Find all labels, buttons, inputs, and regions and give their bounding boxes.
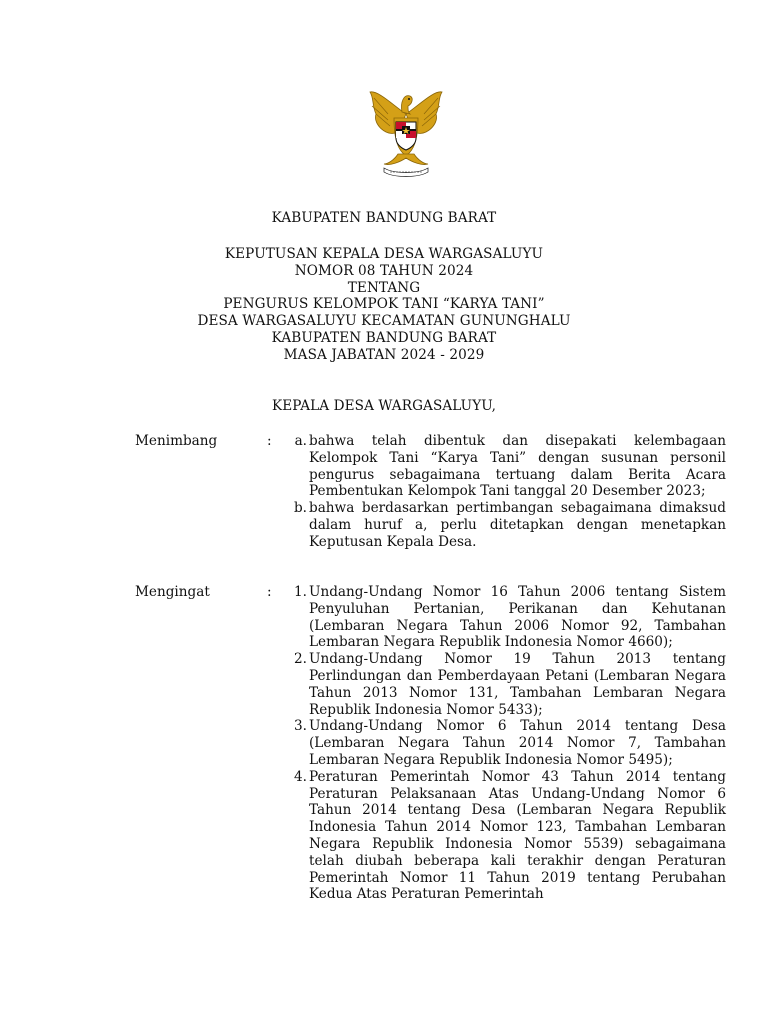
item-text: Peraturan Pemerintah Nomor 43 Tahun 2014 tentang Peraturan Pelaksanaan Atas Undang-Undang Nomor 6 Tahun 2014 tentang Desa (Lembaran Negara Republik Indonesia Tahun 2014 Nomor 123, Tambahan Lembaran Negara Republik Indonesia Nomor 5539) sebagaimana telah diubah beberapa kali terakhir dengan Peraturan Pemerintah Nomor 11 Tahun 2019 tentang Perubahan Kedua Atas Peraturan Pemerintah xyxy=(309,768,726,903)
title-line: KABUPATEN BANDUNG BARAT xyxy=(271,329,497,346)
section-items xyxy=(283,584,726,903)
list-item xyxy=(283,500,726,550)
item-text: Undang-Undang Nomor 19 Tahun 2013 tentang Perlindungan dan Pemberdayaan Petani (Lembaran Negara Tahun 2013 Nomor 131, Tambahan Lembaran Negara Republik Indonesia Nomor 5433); xyxy=(309,651,726,718)
list-item xyxy=(283,769,726,903)
list-item xyxy=(283,584,726,651)
section-colon: : xyxy=(267,433,272,449)
section-colon: : xyxy=(267,584,272,600)
garuda-pancasila-emblem xyxy=(364,84,448,180)
item-marker: a. xyxy=(294,433,307,449)
region-heading: KABUPATEN BANDUNG BARAT xyxy=(271,210,497,226)
decree-title xyxy=(0,246,768,364)
section-items xyxy=(283,433,726,551)
title-line: DESA WARGASALUYU KECAMATAN GUNUNGHALU xyxy=(197,313,571,330)
section-label: Mengingat xyxy=(135,584,210,600)
title-line: PENGURUS KELOMPOK TANI “KARYA TANI” xyxy=(223,296,545,313)
item-text: bahwa telah dibentuk dan disepakati kelembagaan Kelompok Tani “Karya Tani” dengan susunan personil pengurus sebagaimana tertuang dalam Berita Acara Pembentukan Kelompok Tani tanggal 20 Desember 2023; xyxy=(309,433,726,500)
issuer-heading: KEPALA DESA WARGASALUYU, xyxy=(271,398,497,414)
item-marker: 1. xyxy=(294,584,307,600)
title-line: KEPUTUSAN KEPALA DESA WARGASALUYU xyxy=(224,246,544,262)
list-item xyxy=(283,433,726,500)
item-text: Undang-Undang Nomor 6 Tahun 2014 tentang Desa (Lembaran Negara Tahun 2014 Nomor 7, Tambahan Lembaran Negara Republik Indonesia Nomor 5495); xyxy=(309,718,726,768)
item-marker: b. xyxy=(293,500,307,517)
title-line: NOMOR 08 TAHUN 2024 xyxy=(294,262,474,279)
item-text: Undang-Undang Nomor 16 Tahun 2006 tentang Sistem Penyuluhan Pertanian, Perikanan dan Kehutanan (Lembaran Negara Tahun 2006 Nomor 92, Tambahan Lembaran Negara Republik Indonesia Nomor 4660); xyxy=(309,584,726,651)
item-marker: 2. xyxy=(294,651,307,668)
item-marker: 3. xyxy=(294,718,307,735)
title-line: TENTANG xyxy=(347,279,421,296)
item-marker: 4. xyxy=(294,768,307,785)
title-line: MASA JABATAN 2024 - 2029 xyxy=(283,346,485,363)
list-item xyxy=(283,718,726,768)
list-item xyxy=(283,651,726,718)
item-text: bahwa berdasarkan pertimbangan sebagaimana dimaksud dalam huruf a, perlu ditetapkan dengan menetapkan Keputusan Kepala Desa. xyxy=(309,500,726,550)
section-label: Menimbang xyxy=(135,433,218,449)
